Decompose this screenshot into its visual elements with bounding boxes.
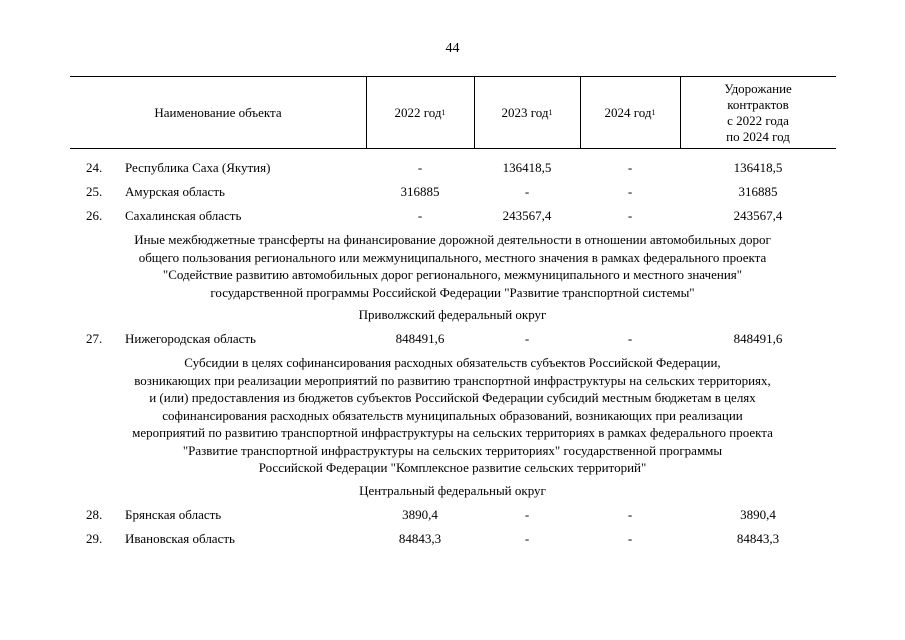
table-row — [0, 506, 905, 523]
header-name-label: Наименование объекта — [154, 104, 282, 120]
row-number: 24. — [86, 160, 103, 175]
header-2024 — [580, 77, 680, 148]
header-increase-line: контрактов — [727, 96, 789, 112]
row-2022: 3890,4 — [402, 507, 438, 522]
row-total: 84843,3 — [736, 531, 780, 546]
row-total: 848491,6 — [733, 331, 783, 346]
row-2024: - — [627, 208, 633, 223]
row-2024: - — [627, 331, 633, 346]
header-2022 — [366, 77, 474, 148]
row-total: 316885 — [738, 184, 778, 199]
header-increase-line: Удорожание — [724, 80, 792, 96]
header-2023-label: 2023 год — [501, 104, 549, 120]
row-number: 25. — [86, 184, 103, 199]
row-number: 29. — [86, 531, 103, 546]
footnote-mark: 1 — [651, 107, 656, 117]
section-description — [40, 231, 865, 301]
header-2023 — [474, 77, 580, 148]
section-description-line: "Содействие развитию автомобильных дорог регионального, межмуниципального и местного значения" — [162, 267, 743, 282]
row-2022: 84843,3 — [398, 531, 442, 546]
row-name: Амурская область — [125, 184, 225, 199]
row-total: 243567,4 — [733, 208, 783, 223]
row-name: Брянская область — [125, 507, 222, 522]
table-row — [0, 530, 905, 547]
row-2023: 243567,4 — [502, 208, 552, 223]
header-name — [70, 77, 366, 148]
row-number: 28. — [86, 507, 103, 522]
row-2023: - — [524, 331, 530, 346]
section-description-line: "Развитие транспортной инфраструктуры на сельских территориях" государственной программы — [182, 442, 723, 458]
row-2022: 316885 — [400, 184, 440, 199]
page-number: 44 — [445, 41, 460, 56]
section-description-line: Субсидии в целях софинансирования расходных обязательств субъектов Российской Федерации, — [184, 355, 721, 370]
row-2023: - — [524, 507, 530, 522]
footnote-mark: 1 — [548, 107, 553, 117]
section-description-line: мероприятий по развитию транспортной инфраструктуры на сельских территориях в рамках федерального проекта — [132, 425, 773, 440]
header-2024-label: 2024 год — [604, 104, 652, 120]
row-2023: 136418,5 — [502, 160, 552, 175]
header-increase-line: с 2022 года — [727, 112, 789, 128]
section-description-line: Иные межбюджетные трансферты на финансирование дорожной деятельности в отношении автомобильных дорог — [134, 232, 771, 247]
footnote-mark: 1 — [441, 107, 446, 117]
row-total: 3890,4 — [740, 507, 776, 522]
table-row — [0, 183, 905, 200]
row-2024: - — [627, 507, 633, 522]
table-row — [0, 159, 905, 176]
section-description-line: государственной программы Российской Федерации "Развитие транспортной системы" — [210, 284, 695, 300]
section-description-line: софинансирования расходных обязательств муниципальных образований, возникающих при реализации — [162, 407, 743, 423]
header-increase-line: по 2024 год — [726, 128, 790, 144]
header-2022-label: 2022 год — [394, 104, 442, 120]
row-2024: - — [627, 184, 633, 199]
row-2022: - — [417, 160, 423, 175]
row-number: 27. — [86, 331, 103, 346]
table-row — [0, 330, 905, 347]
table-row — [0, 207, 905, 224]
header-bottom-rule — [70, 148, 836, 149]
section-description-line: Российской Федерации "Комплексное развитие сельских территорий" — [258, 460, 647, 475]
row-name: Республика Саха (Якутия) — [125, 160, 271, 175]
row-name: Сахалинская область — [125, 208, 242, 223]
row-2022: - — [417, 208, 423, 223]
section-description-line: общего пользования регионального или межмуниципального, местного значения в рамках федерального проекта — [138, 249, 767, 265]
row-2022: 848491,6 — [395, 331, 445, 346]
section-description — [40, 354, 865, 477]
row-number: 26. — [86, 208, 103, 223]
row-2024: - — [627, 531, 633, 546]
district-heading: Центральный федеральный округ — [359, 483, 546, 498]
section-description-line: и (или) предоставления из бюджетов субъектов Российской Федерации субсидий местным бюджетам в целях — [149, 390, 756, 405]
row-name: Нижегородская область — [125, 331, 256, 346]
row-name: Ивановская область — [125, 531, 235, 546]
header-increase — [680, 77, 836, 148]
district-heading: Приволжский федеральный округ — [358, 307, 547, 322]
row-2024: - — [627, 160, 633, 175]
row-2023: - — [524, 184, 530, 199]
row-2023: - — [524, 531, 530, 546]
row-total: 136418,5 — [733, 160, 783, 175]
section-description-line: возникающих при реализации мероприятий по развитию транспортной инфраструктуры на сельских территориях, — [134, 372, 771, 388]
